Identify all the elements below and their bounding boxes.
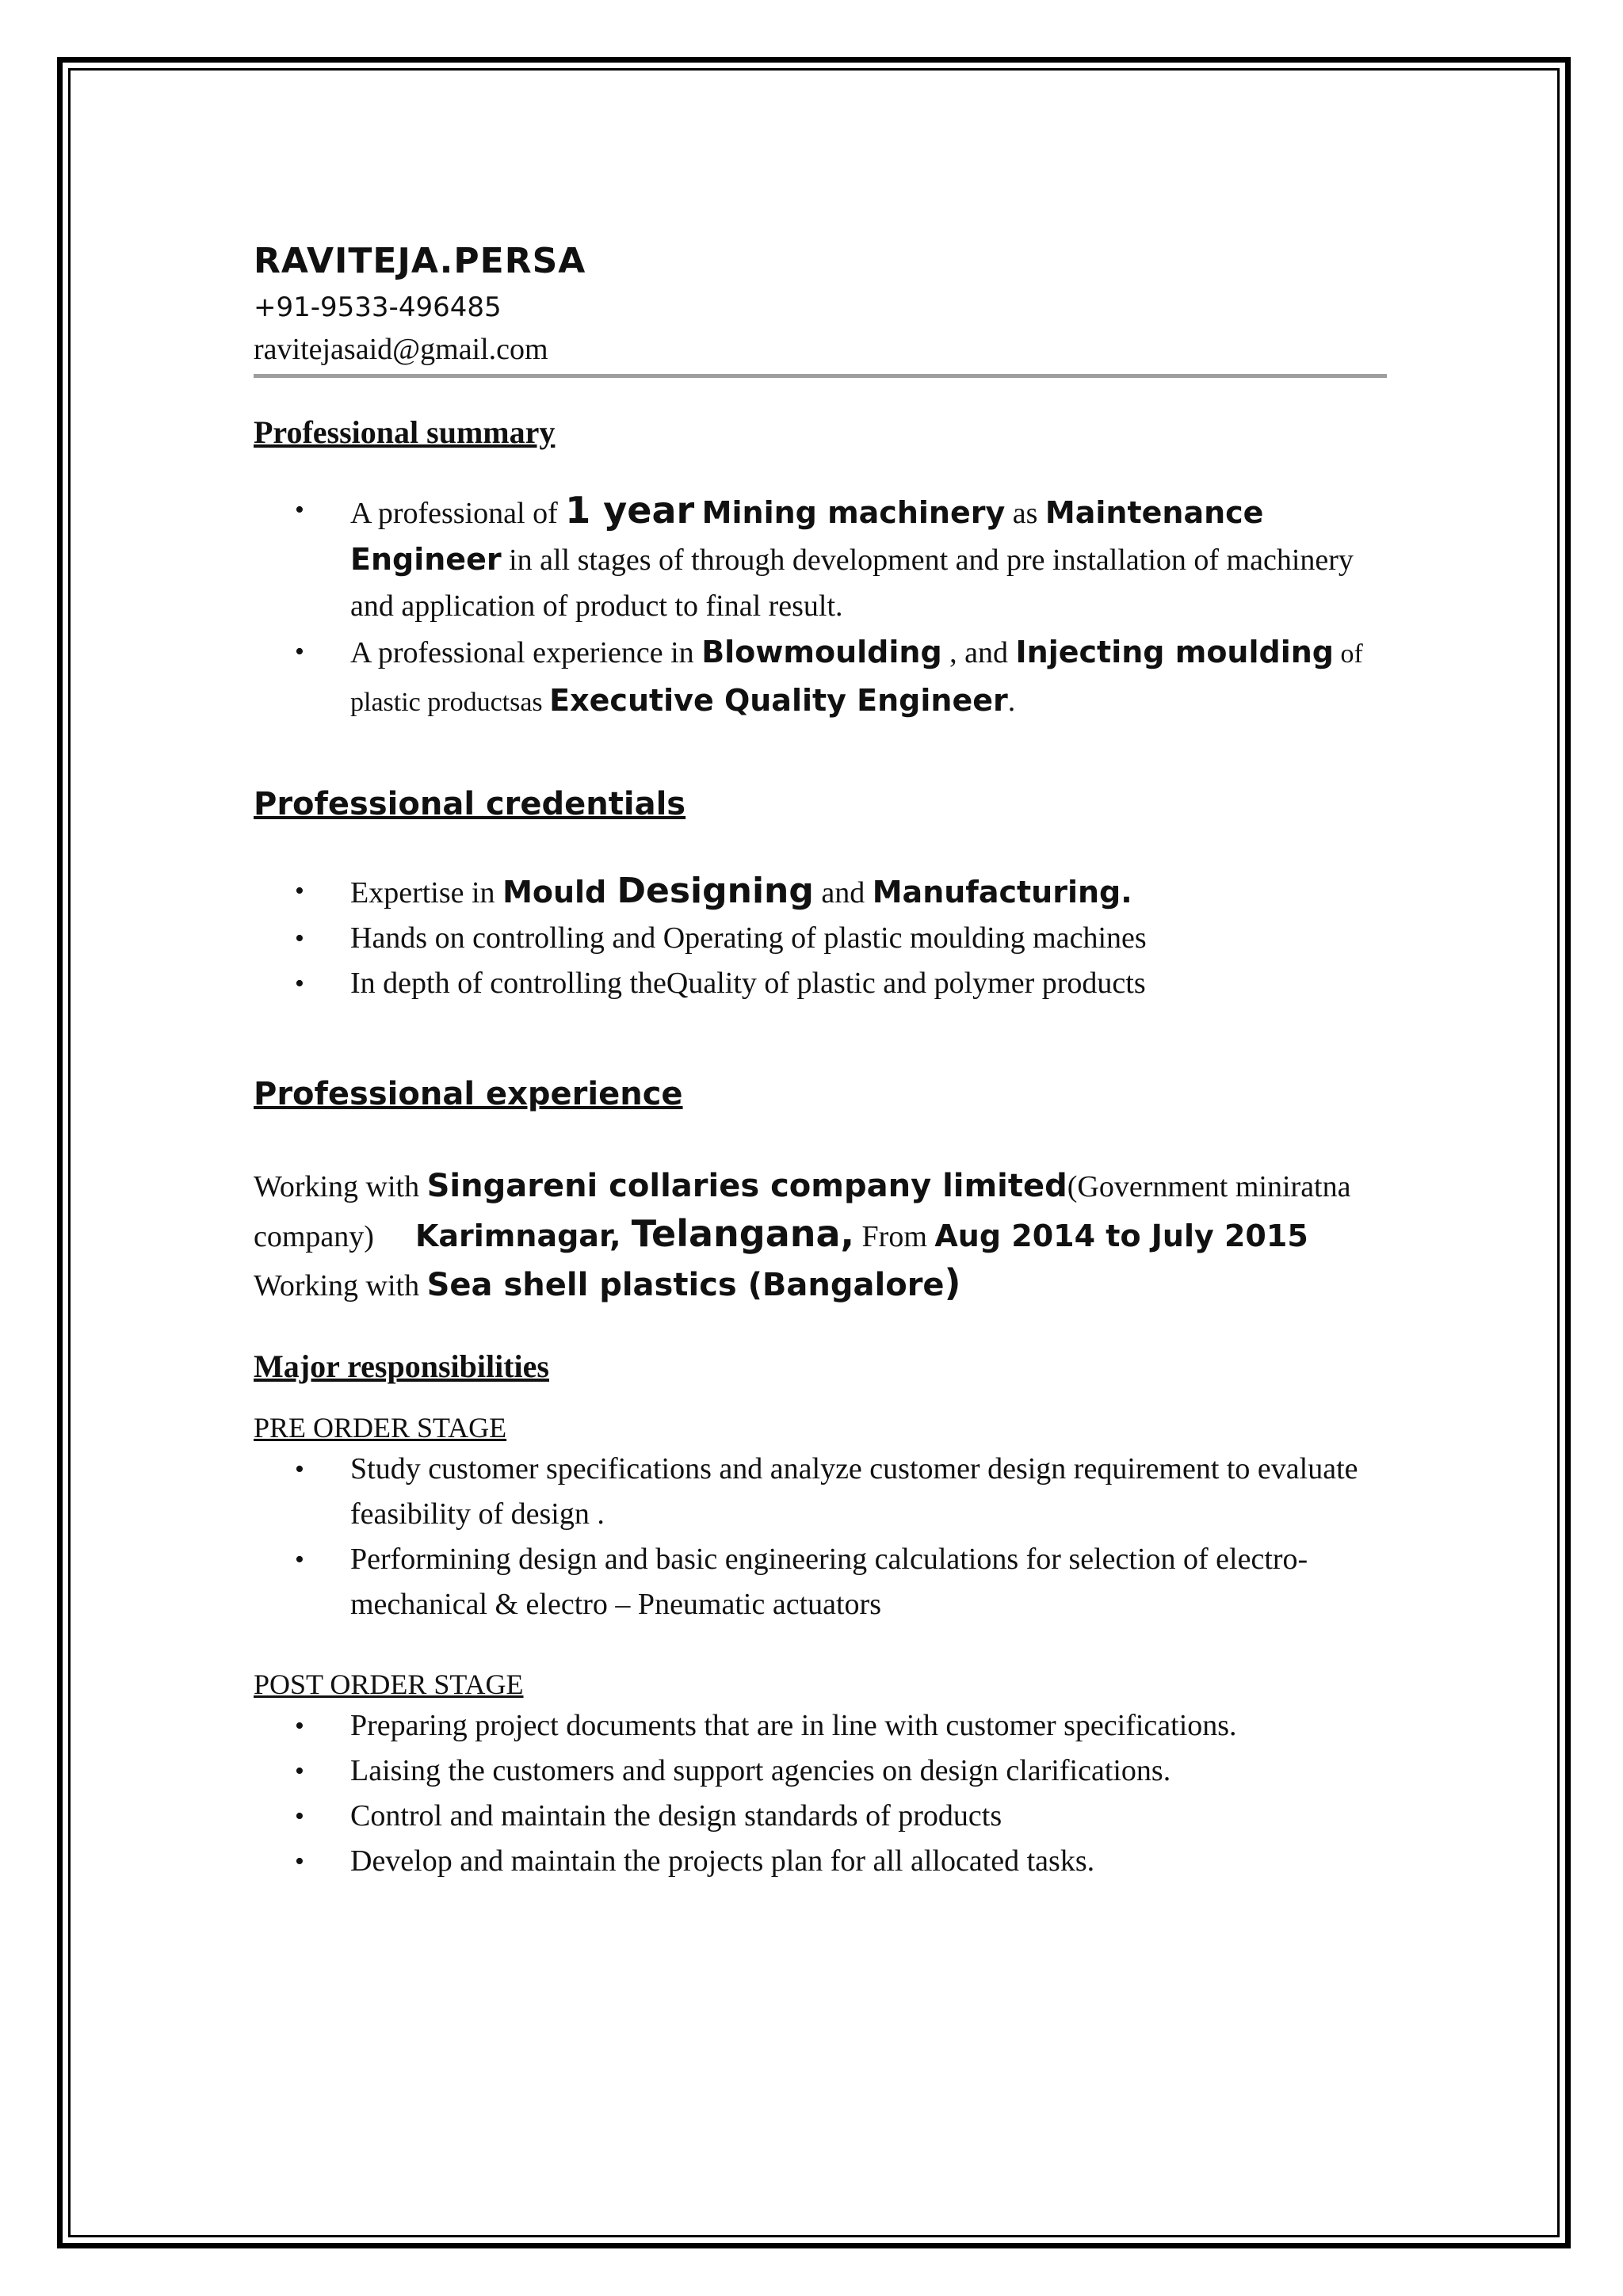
post-order-label: POST ORDER STAGE: [254, 1669, 524, 1700]
list-item: • Performining design and basic engineering calculations for selection of electro-mechanical & electro – Pneumatic actuators: [254, 1537, 1387, 1627]
list-item: • Laising the customers and support agencies on design clarifications.: [254, 1749, 1387, 1794]
credentials-list: [254, 868, 1387, 1006]
responsibilities-heading: Major responsibilities: [254, 1348, 549, 1384]
list-item: • In depth of controlling theQuality of plastic and polymer products: [254, 961, 1387, 1006]
summary-heading: Professional summary: [254, 414, 556, 450]
list-item: • Study customer specifications and analyze customer design requirement to evaluate feasibility of design .: [254, 1447, 1387, 1537]
pre-order-list: [254, 1447, 1387, 1627]
summary-list: [254, 487, 1387, 726]
resume-content: [254, 238, 1387, 1884]
post-order-list: [254, 1703, 1387, 1884]
candidate-name: RAVITEJA.PERSA: [254, 241, 586, 281]
experience-entry: Working with Singareni collaries company limited(Government miniratna company) Karimnagar, Telangana, From Aug 2014 to July 2015: [254, 1168, 1351, 1255]
list-item: • Preparing project documents that are in line with customer specifications.: [254, 1703, 1387, 1749]
email-address: ravitejasaid@gmail.com: [254, 333, 548, 366]
list-item: • Hands on controlling and Operating of plastic moulding machines: [254, 916, 1387, 961]
list-item: • Control and maintain the design standards of products: [254, 1794, 1387, 1839]
header-divider: [254, 374, 1387, 378]
pre-order-label: PRE ORDER STAGE: [254, 1412, 507, 1444]
list-item: • Develop and maintain the projects plan for all allocated tasks.: [254, 1839, 1387, 1884]
list-item: • A professional of 1 year Mining machinery as Maintenance Engineer in all stages of through development and pre installation of machinery and application of product to final result.: [254, 487, 1387, 629]
experience-heading: Professional experience: [254, 1076, 683, 1112]
phone-number: +91-9533-496485: [254, 292, 502, 323]
list-item: • Expertise in Mould Designing and Manufacturing.: [254, 868, 1387, 916]
experience-entry: Working with Sea shell plastics (Bangalore): [254, 1261, 961, 1304]
list-item: • A professional experience in Blowmoulding , and Injecting moulding of plastic productsas Executive Quality Engineer.: [254, 629, 1387, 726]
credentials-heading: Professional credentials: [254, 786, 686, 822]
